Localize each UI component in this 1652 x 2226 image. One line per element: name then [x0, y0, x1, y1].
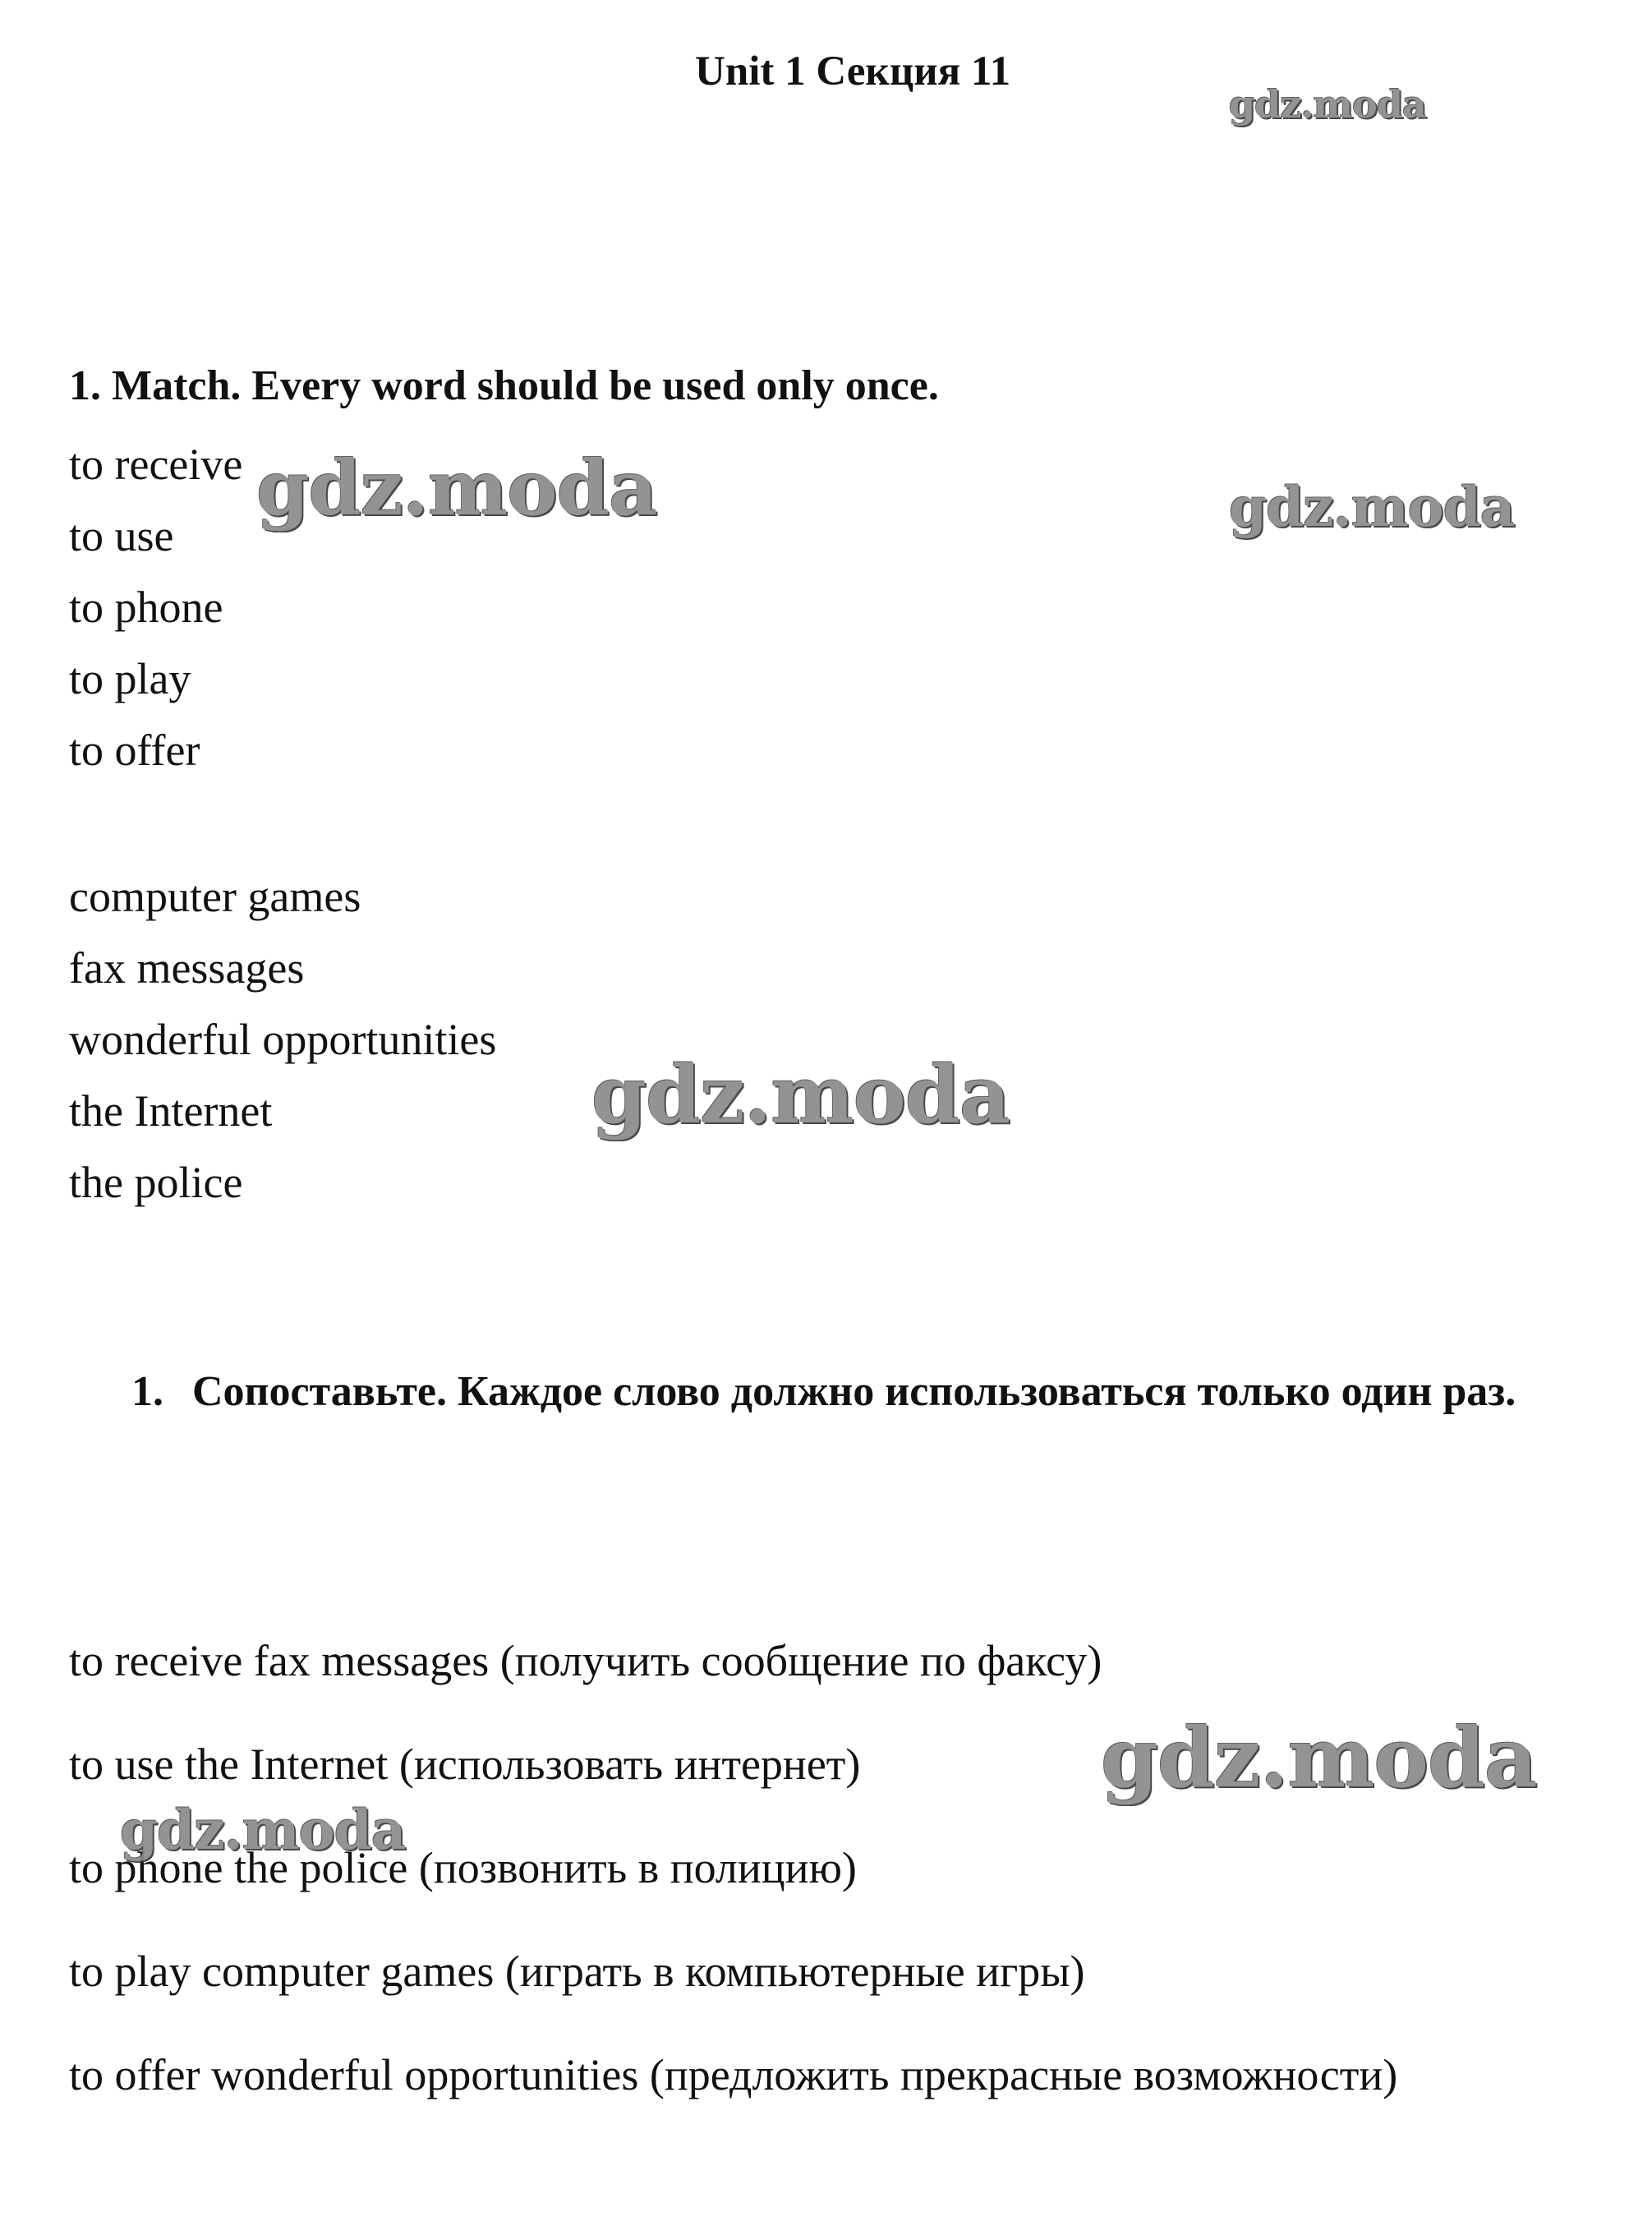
task-heading-en: 1. Match. Every word should be used only once. [69, 362, 939, 409]
task-number: 1. [131, 1368, 163, 1415]
noun-item: the Internet [69, 1086, 273, 1136]
noun-list [69, 861, 496, 1219]
watermark: gdz.moda [1229, 82, 1426, 127]
watermark: gdz.moda [591, 1048, 1010, 1141]
verb-item: to receive [69, 440, 243, 489]
verb-list [69, 429, 242, 786]
answer-item: to use the Internet (использовать интернет) [69, 1740, 861, 1789]
verb-item: to offer [69, 726, 200, 775]
task-heading-ru-text: Сопоставьте. Каждое слово должно использоваться только один раз. [192, 1368, 1516, 1415]
answer-item: to phone the police (позвонить в полицию) [69, 1843, 857, 1892]
answer-item: to offer wonderful opportunities (предложить прекрасные возможности) [69, 2050, 1398, 2099]
answer-item: to receive fax messages (получить сообщение по факсу) [69, 1636, 1102, 1685]
page-title: Unit 1 Секция 11 [695, 48, 1011, 94]
noun-item: the police [69, 1158, 243, 1207]
verb-item: to phone [69, 583, 223, 632]
noun-item: computer games [69, 872, 361, 921]
verb-item: to play [69, 654, 191, 703]
verb-item: to use [69, 511, 174, 560]
noun-item: fax messages [69, 943, 305, 993]
watermark: gdz.moda [256, 444, 657, 532]
watermark: gdz.moda [120, 1798, 406, 1862]
watermark: gdz.moda [1229, 475, 1515, 539]
answer-item: to play computer games (играть в компьютерные игры) [69, 1947, 1085, 1996]
task-heading-ru [131, 1356, 1602, 1427]
noun-item: wonderful opportunities [69, 1015, 497, 1064]
watermark: gdz.moda [1101, 1709, 1537, 1806]
